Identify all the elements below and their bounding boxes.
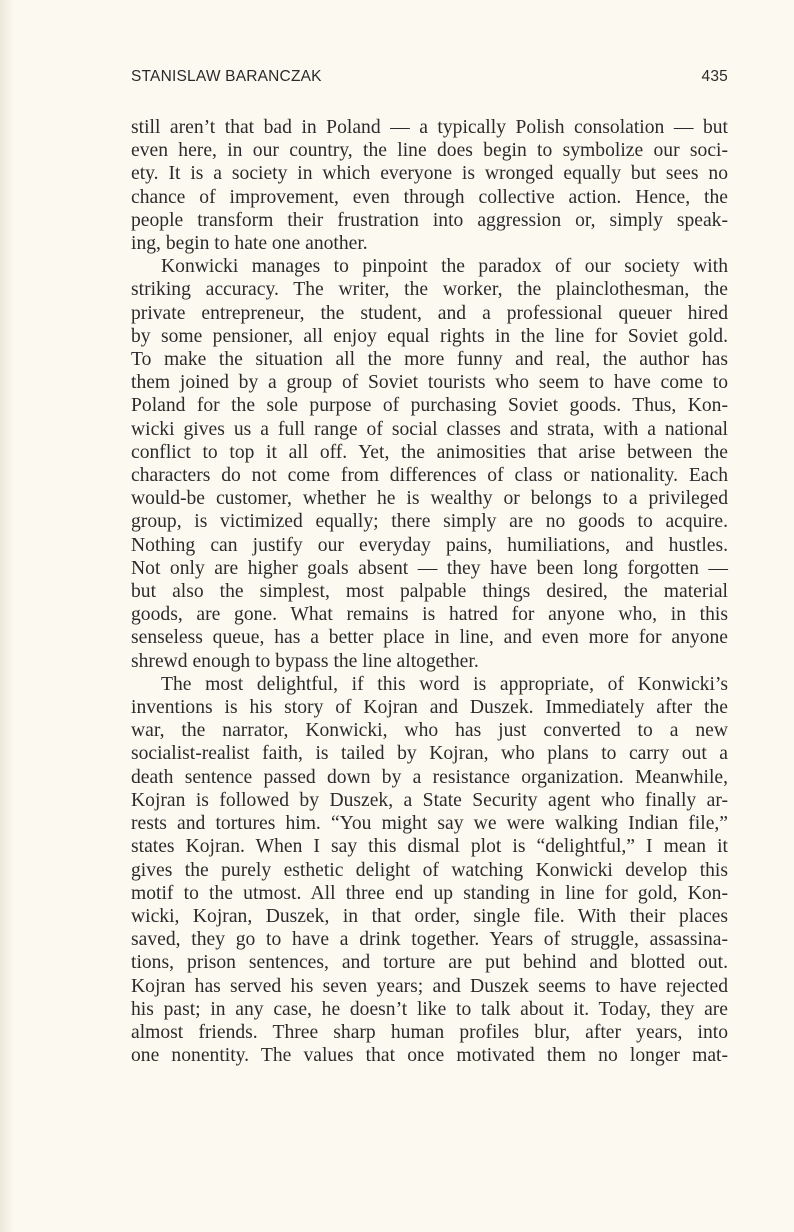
text-line: but also the simplest, most palpable things desired, the material [131, 581, 728, 603]
text-line: gives the purely esthetic delight of watching Konwicki develop this [131, 859, 728, 881]
running-header [131, 68, 728, 86]
paragraph [131, 673, 728, 1067]
text-line: his past; in any case, he doesn’t like to talk about it. Today, they are [131, 998, 728, 1020]
text-line: Poland for the sole purpose of purchasing Soviet goods. Thus, Kon- [131, 395, 728, 417]
text-line: war, the narrator, Konwicki, who has just converted to a new [131, 720, 728, 742]
text-line: one nonentity. The values that once motivated them no longer mat- [131, 1045, 728, 1067]
text-line: To make the situation all the more funny and real, the author has [131, 349, 728, 371]
text-line: Nothing can justify our everyday pains, humiliations, and hustles. [131, 534, 728, 556]
text-line: by some pensioner, all enjoy equal rights in the line for Soviet gold. [131, 325, 728, 347]
text-line: chance of improvement, even through collective action. Hence, the [131, 186, 728, 208]
text-line: shrewd enough to bypass the line altogether. [131, 650, 479, 672]
paragraph [131, 255, 728, 673]
text-line: rests and tortures him. “You might say we were walking Indian file,” [131, 813, 728, 835]
text-line: wicki gives us a full range of social classes and strata, with a national [131, 418, 728, 440]
text-line: would-be customer, whether he is wealthy or belongs to a privileged [131, 488, 728, 510]
text-line: senseless queue, has a better place in line, and even more for anyone [131, 627, 728, 649]
text-line: striking accuracy. The writer, the worker, the plainclothesman, the [131, 279, 728, 301]
text-line: Kojran is followed by Duszek, a State Security agent who finally ar- [131, 789, 728, 811]
text-line: ing, begin to hate one another. [131, 233, 368, 255]
text-line: socialist-realist faith, is tailed by Kojran, who plans to carry out a [131, 743, 728, 765]
text-line: almost friends. Three sharp human profiles blur, after years, into [131, 1021, 728, 1043]
text-line: inventions is his story of Kojran and Duszek. Immediately after the [131, 697, 728, 719]
text-line: Not only are higher goals absent — they have been long forgotten — [131, 557, 728, 579]
running-title: STANISLAW BARANCZAK [131, 68, 322, 85]
text-line: people transform their frustration into aggression or, simply speak- [131, 209, 728, 231]
page-edge-shadow [0, 0, 14, 1232]
text-line: goods, are gone. What remains is hatred for anyone who, in this [131, 604, 728, 626]
page-number: 435 [701, 68, 728, 85]
text-line: death sentence passed down by a resistance organization. Meanwhile, [131, 766, 728, 788]
text-line: ety. It is a society in which everyone is wronged equally but sees no [131, 163, 728, 185]
text-line: still aren’t that bad in Poland — a typically Polish consolation — but [131, 117, 728, 138]
text-line: The most delightful, if this word is appropriate, of Konwicki’s [161, 673, 728, 695]
text-line: them joined by a group of Soviet tourists who seem to have come to [131, 372, 728, 394]
text-line: wicki, Kojran, Duszek, in that order, single file. With their places [131, 905, 728, 927]
paragraph [131, 116, 728, 255]
text-line: Kojran has served his seven years; and Duszek seems to have rejected [131, 975, 728, 997]
text-line: tions, prison sentences, and torture are put behind and blotted out. [131, 952, 728, 974]
text-line: even here, in our country, the line does begin to symbolize our soci- [131, 140, 728, 162]
text-line: conflict to top it all off. Yet, the animosities that arise between the [131, 441, 728, 463]
text-line: saved, they go to have a drink together. Years of struggle, assassina- [131, 929, 728, 951]
text-line: private entrepreneur, the student, and a professional queuer hired [131, 302, 728, 324]
text-line: states Kojran. When I say this dismal plot is “delightful,” I mean it [131, 836, 728, 858]
text-line: group, is victimized equally; there simply are no goods to acquire. [131, 511, 728, 533]
text-line: motif to the utmost. All three end up standing in line for gold, Kon- [131, 882, 728, 904]
text-line: Konwicki manages to pinpoint the paradox of our society with [161, 256, 728, 278]
body-text [131, 116, 728, 1067]
text-line: characters do not come from differences of class or nationality. Each [131, 465, 728, 487]
